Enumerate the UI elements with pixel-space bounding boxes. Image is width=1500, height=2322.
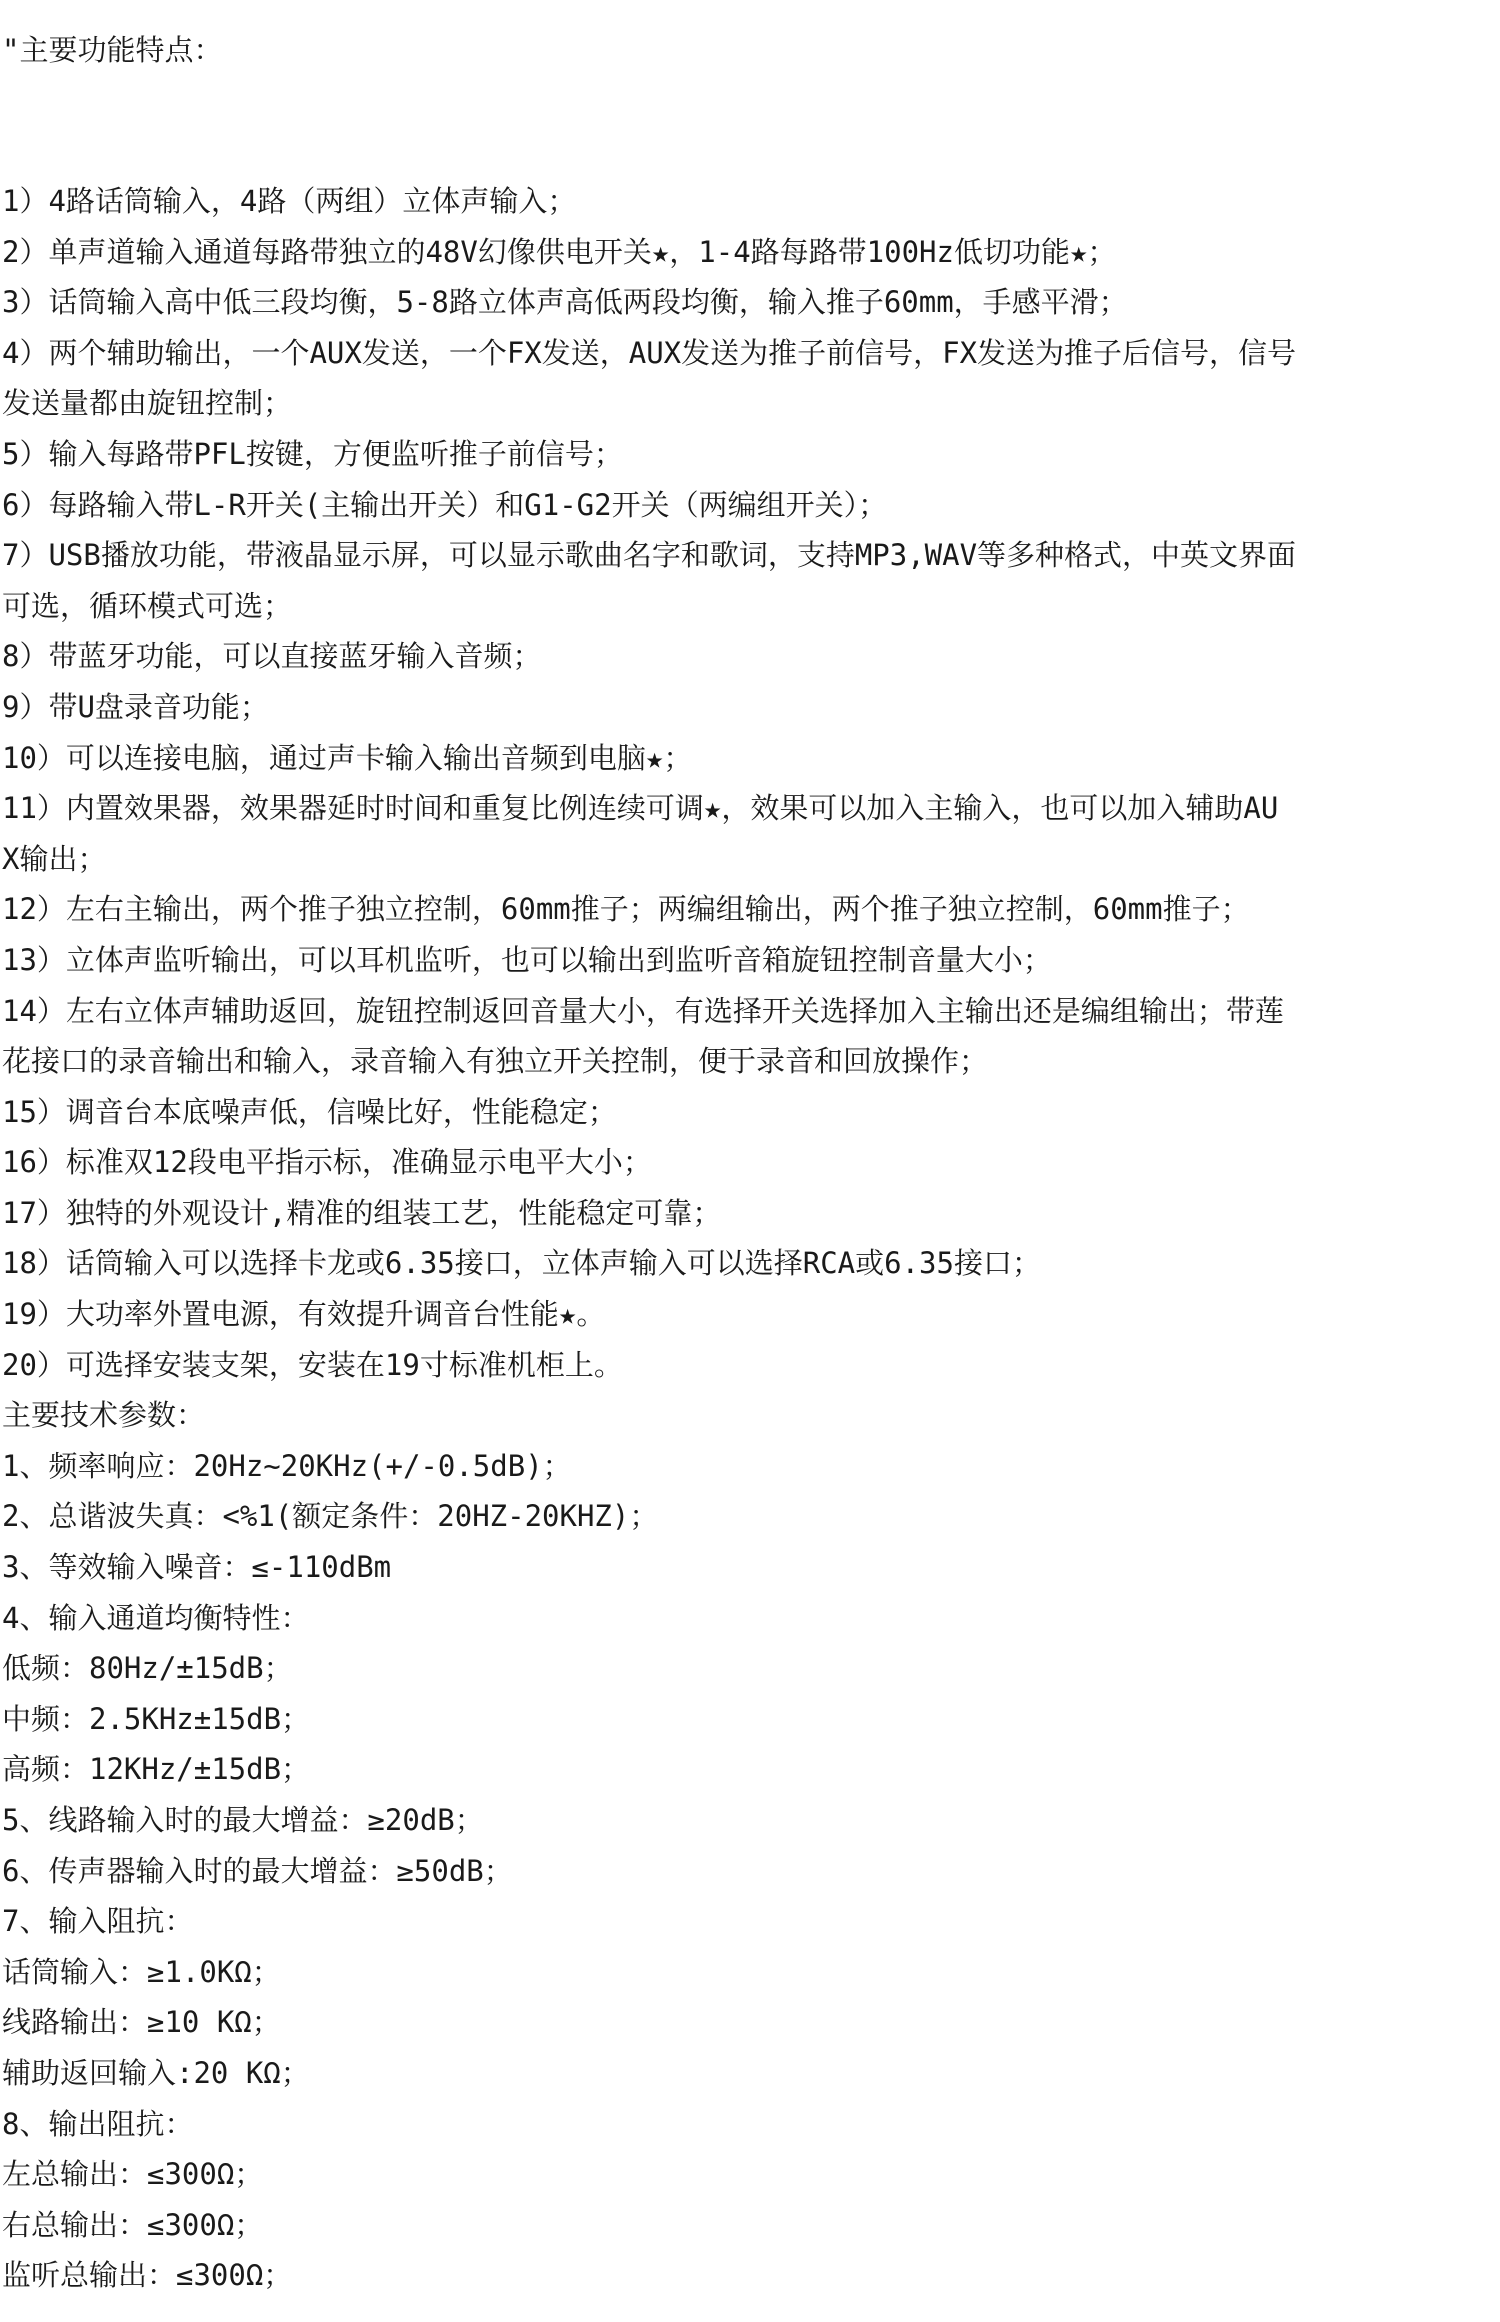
text-line: 8、输出阻抗： <box>2 2106 194 2141</box>
text-line: 8）带蓝牙功能，可以直接蓝牙输入音频； <box>2 639 542 674</box>
text-line: 14）左右立体声辅助返回，旋钮控制返回音量大小，有选择开关选择加入主输出还是编组输出；带莲 <box>2 993 1284 1028</box>
text-line: 高频：12KHz/±15dB； <box>2 1752 311 1787</box>
text-line: 左总输出：≤300Ω； <box>2 2157 264 2192</box>
document-heading: "主要功能特点： <box>2 33 223 67</box>
text-line: 15）调音台本底噪声低，信噪比好，性能稳定； <box>2 1094 617 1129</box>
text-line: 中频：2.5KHz±15dB； <box>2 1701 311 1736</box>
text-line: X输出； <box>2 841 107 876</box>
text-line: 2）单声道输入通道每路带独立的48V幻像供电开关★，1-4路每路带100Hz低切功能★； <box>2 234 1117 269</box>
text-line: 10）可以连接电脑，通过声卡输入输出音频到电脑★； <box>2 740 693 775</box>
text-line: 话筒输入：≥1.0KΩ； <box>2 1954 281 1989</box>
text-line: 可选，循环模式可选； <box>2 588 293 623</box>
text-line: 16）标准双12段电平指示标，准确显示电平大小； <box>2 1145 652 1180</box>
text-line: 发送量都由旋钮控制； <box>2 386 293 421</box>
text-line: 9）带U盘录音功能； <box>2 689 269 724</box>
text-line: 13）立体声监听输出，可以耳机监听，也可以输出到监听音箱旋钮控制音量大小； <box>2 942 1052 977</box>
text-line: 18）话筒输入可以选择卡龙或6.35接口，立体声输入可以选择RCA或6.35接口； <box>2 1246 1041 1281</box>
document-body <box>2 176 1498 2301</box>
text-line: 6）每路输入带L-R开关(主输出开关）和G1-G2开关（两编组开关）； <box>2 487 888 522</box>
text-line: 花接口的录音输出和输入，录音输入有独立开关控制，便于录音和回放操作； <box>2 1044 989 1079</box>
text-line: 3）话筒输入高中低三段均衡，5-8路立体声高低两段均衡，输入推子60mm，手感平滑； <box>2 285 1128 320</box>
text-line: 监听总输出：≤300Ω； <box>2 2258 293 2293</box>
text-line: 5）输入每路带PFL按键，方便监听推子前信号； <box>2 436 623 471</box>
text-line: 11）内置效果器，效果器延时时间和重复比例连续可调★，效果可以加入主输入，也可以加入辅助AU <box>2 791 1279 826</box>
text-line: 7）USB播放功能，带液晶显示屏，可以显示歌曲名字和歌词，支持MP3,WAV等多种格式，中英文界面 <box>2 538 1297 573</box>
text-line: 4）两个辅助输出，一个AUX发送，一个FX发送，AUX发送为推子前信号，FX发送为推子后信号，信号 <box>2 335 1297 370</box>
text-line: 3、等效输入噪音：≤-110dBm <box>2 1550 392 1585</box>
text-line: 20）可选择安装支架，安装在19寸标准机柜上。 <box>2 1347 623 1382</box>
text-line: 5、线路输入时的最大增益：≥20dB； <box>2 1803 484 1837</box>
text-line: 低频：80Hz/±15dB； <box>2 1651 293 1686</box>
text-line: 线路输出：≥10 KΩ； <box>2 2005 281 2040</box>
text-line: 12）左右主输出，两个推子独立控制，60mm推子；两编组输出，两个推子独立控制，60mm推子； <box>2 892 1250 927</box>
text-line: 7、输入阻抗： <box>2 1904 194 1939</box>
text-line: 辅助返回输入:20 KΩ； <box>2 2055 310 2090</box>
text-line: 6、传声器输入时的最大增益：≥50dB； <box>2 1853 513 1888</box>
text-line: 1、频率响应：20Hz~20KHz(+/-0.5dB)； <box>2 1448 572 1483</box>
text-line: 主要技术参数： <box>2 1398 206 1433</box>
text-line: 19）大功率外置电源，有效提升调音台性能★。 <box>2 1297 606 1332</box>
text-line: 2、总谐波失真：<%1(额定条件：20HZ-20KHZ)； <box>2 1499 659 1534</box>
text-line: 1）4路话筒输入，4路（两组）立体声输入； <box>2 184 577 218</box>
text-line: 4、输入通道均衡特性： <box>2 1600 310 1635</box>
text-line: 17）独特的外观设计,精准的组装工艺，性能稳定可靠； <box>2 1195 722 1230</box>
text-line: 右总输出：≤300Ω； <box>2 2207 264 2242</box>
